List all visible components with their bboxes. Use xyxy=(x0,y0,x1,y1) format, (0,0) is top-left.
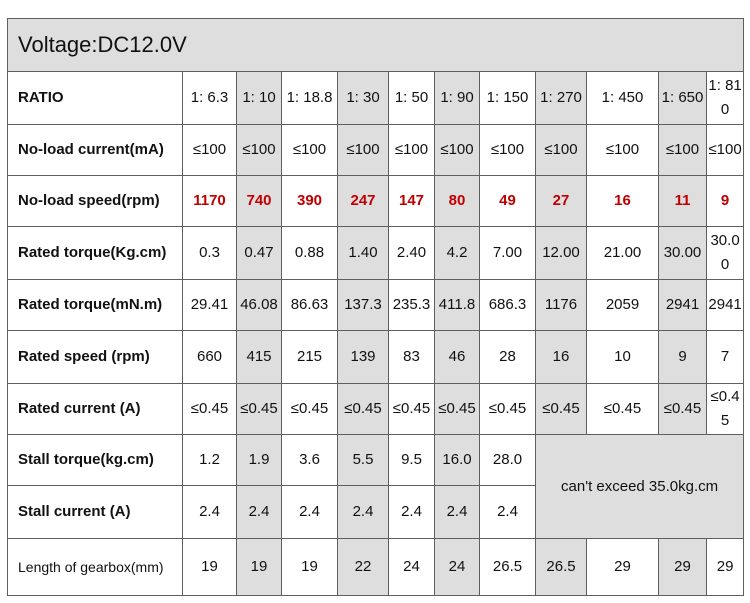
cell-noload-speed: 11 xyxy=(659,176,707,227)
row-noload-speed xyxy=(8,176,744,227)
cell-noload-speed: 49 xyxy=(480,176,536,227)
cell-rated-torque-kgcm: 7.00 xyxy=(480,227,536,280)
cell-length: 24 xyxy=(389,539,435,596)
cell-ratio: 1: 150 xyxy=(480,72,536,125)
cell-rated-torque-mnm: 686.3 xyxy=(480,280,536,331)
cell-length: 26.5 xyxy=(536,539,587,596)
cell-stall-torque: 16.0 xyxy=(435,435,480,486)
page-title: Voltage:DC12.0V xyxy=(8,19,744,72)
row-noload-current xyxy=(8,125,744,176)
cell-noload-current: ≤100 xyxy=(587,125,659,176)
cell-noload-current: ≤100 xyxy=(707,125,744,176)
row-label: No-load current(mA) xyxy=(8,125,183,176)
cell-rated-current: ≤0.45 xyxy=(480,384,536,435)
row-label: RATIO xyxy=(8,72,183,125)
row-label: Stall torque(kg.cm) xyxy=(8,435,183,486)
cell-noload-speed: 740 xyxy=(237,176,282,227)
cell-rated-torque-kgcm: 30.00 xyxy=(659,227,707,280)
cell-stall-current: 2.4 xyxy=(480,486,536,539)
cell-rated-current: ≤0.45 xyxy=(237,384,282,435)
cell-rated-speed: 215 xyxy=(282,331,338,384)
row-label: Stall current (A) xyxy=(8,486,183,539)
cell-noload-current: ≤100 xyxy=(282,125,338,176)
title-row xyxy=(8,19,744,72)
cell-rated-speed: 7 xyxy=(707,331,744,384)
cell-noload-current: ≤100 xyxy=(659,125,707,176)
cell-rated-speed: 10 xyxy=(587,331,659,384)
cell-rated-torque-kgcm: 12.00 xyxy=(536,227,587,280)
cell-rated-current: ≤0.45 xyxy=(587,384,659,435)
cell-ratio: 1: 810 xyxy=(707,72,744,125)
cell-rated-speed: 28 xyxy=(480,331,536,384)
row-label: Rated torque(Kg.cm) xyxy=(8,227,183,280)
cell-rated-torque-kgcm: 0.3 xyxy=(183,227,237,280)
cell-ratio: 1: 6.3 xyxy=(183,72,237,125)
cell-rated-torque-mnm: 1176 xyxy=(536,280,587,331)
cell-noload-speed: 247 xyxy=(338,176,389,227)
cell-rated-current: ≤0.45 xyxy=(707,384,744,435)
row-label: No-load speed(rpm) xyxy=(8,176,183,227)
cell-ratio: 1: 450 xyxy=(587,72,659,125)
cell-noload-current: ≤100 xyxy=(389,125,435,176)
cell-rated-speed: 9 xyxy=(659,331,707,384)
cell-ratio: 1: 50 xyxy=(389,72,435,125)
cell-rated-speed: 139 xyxy=(338,331,389,384)
cell-rated-speed: 46 xyxy=(435,331,480,384)
cell-rated-torque-mnm: 2941 xyxy=(707,280,744,331)
cell-noload-current: ≤100 xyxy=(183,125,237,176)
cell-rated-torque-kgcm: 1.40 xyxy=(338,227,389,280)
stall-limit-note: can't exceed 35.0kg.cm xyxy=(536,435,744,539)
cell-stall-torque: 9.5 xyxy=(389,435,435,486)
cell-rated-current: ≤0.45 xyxy=(389,384,435,435)
cell-stall-current: 2.4 xyxy=(338,486,389,539)
row-length xyxy=(8,539,744,596)
row-label: Length of gearbox(mm) xyxy=(8,539,183,596)
row-label: Rated speed (rpm) xyxy=(8,331,183,384)
cell-stall-torque: 28.0 xyxy=(480,435,536,486)
cell-rated-torque-mnm: 86.63 xyxy=(282,280,338,331)
row-label: Rated current (A) xyxy=(8,384,183,435)
cell-noload-speed: 147 xyxy=(389,176,435,227)
cell-rated-current: ≤0.45 xyxy=(183,384,237,435)
cell-ratio: 1: 90 xyxy=(435,72,480,125)
cell-rated-current: ≤0.45 xyxy=(282,384,338,435)
motor-spec-table xyxy=(7,18,744,596)
cell-noload-current: ≤100 xyxy=(338,125,389,176)
cell-length: 29 xyxy=(587,539,659,596)
cell-rated-torque-kgcm: 0.88 xyxy=(282,227,338,280)
cell-stall-current: 2.4 xyxy=(389,486,435,539)
cell-noload-current: ≤100 xyxy=(480,125,536,176)
cell-length: 19 xyxy=(237,539,282,596)
cell-rated-torque-mnm: 2059 xyxy=(587,280,659,331)
row-ratio xyxy=(8,72,744,125)
cell-ratio: 1: 10 xyxy=(237,72,282,125)
cell-rated-torque-kgcm: 21.00 xyxy=(587,227,659,280)
cell-ratio: 1: 18.8 xyxy=(282,72,338,125)
cell-rated-torque-mnm: 235.3 xyxy=(389,280,435,331)
cell-ratio: 1: 270 xyxy=(536,72,587,125)
cell-length: 29 xyxy=(659,539,707,596)
cell-rated-speed: 83 xyxy=(389,331,435,384)
cell-length: 24 xyxy=(435,539,480,596)
cell-rated-torque-mnm: 411.8 xyxy=(435,280,480,331)
cell-rated-torque-mnm: 2941 xyxy=(659,280,707,331)
cell-noload-current: ≤100 xyxy=(536,125,587,176)
cell-noload-speed: 80 xyxy=(435,176,480,227)
row-label: Rated torque(mN.m) xyxy=(8,280,183,331)
cell-rated-current: ≤0.45 xyxy=(435,384,480,435)
cell-rated-speed: 660 xyxy=(183,331,237,384)
row-rated-torque-kgcm xyxy=(8,227,744,280)
cell-rated-torque-kgcm: 30.00 xyxy=(707,227,744,280)
cell-stall-current: 2.4 xyxy=(183,486,237,539)
cell-rated-current: ≤0.45 xyxy=(659,384,707,435)
cell-stall-current: 2.4 xyxy=(237,486,282,539)
cell-rated-current: ≤0.45 xyxy=(338,384,389,435)
cell-stall-torque: 1.9 xyxy=(237,435,282,486)
cell-rated-torque-kgcm: 0.47 xyxy=(237,227,282,280)
row-rated-torque-mnm xyxy=(8,280,744,331)
cell-noload-current: ≤100 xyxy=(237,125,282,176)
cell-ratio: 1: 30 xyxy=(338,72,389,125)
cell-length: 22 xyxy=(338,539,389,596)
cell-noload-speed: 1170 xyxy=(183,176,237,227)
cell-stall-torque: 3.6 xyxy=(282,435,338,486)
cell-length: 19 xyxy=(183,539,237,596)
cell-ratio: 1: 650 xyxy=(659,72,707,125)
cell-stall-current: 2.4 xyxy=(282,486,338,539)
cell-rated-torque-mnm: 46.08 xyxy=(237,280,282,331)
cell-stall-torque: 5.5 xyxy=(338,435,389,486)
cell-rated-torque-kgcm: 4.2 xyxy=(435,227,480,280)
cell-rated-torque-mnm: 29.41 xyxy=(183,280,237,331)
cell-noload-current: ≤100 xyxy=(435,125,480,176)
cell-stall-torque: 1.2 xyxy=(183,435,237,486)
row-rated-current xyxy=(8,384,744,435)
cell-noload-speed: 9 xyxy=(707,176,744,227)
cell-length: 26.5 xyxy=(480,539,536,596)
cell-stall-current: 2.4 xyxy=(435,486,480,539)
cell-rated-torque-mnm: 137.3 xyxy=(338,280,389,331)
cell-length: 29 xyxy=(707,539,744,596)
cell-rated-speed: 16 xyxy=(536,331,587,384)
cell-noload-speed: 390 xyxy=(282,176,338,227)
row-stall-torque xyxy=(8,435,744,486)
cell-length: 19 xyxy=(282,539,338,596)
row-rated-speed xyxy=(8,331,744,384)
cell-noload-speed: 27 xyxy=(536,176,587,227)
cell-noload-speed: 16 xyxy=(587,176,659,227)
cell-rated-speed: 415 xyxy=(237,331,282,384)
cell-rated-torque-kgcm: 2.40 xyxy=(389,227,435,280)
cell-rated-current: ≤0.45 xyxy=(536,384,587,435)
